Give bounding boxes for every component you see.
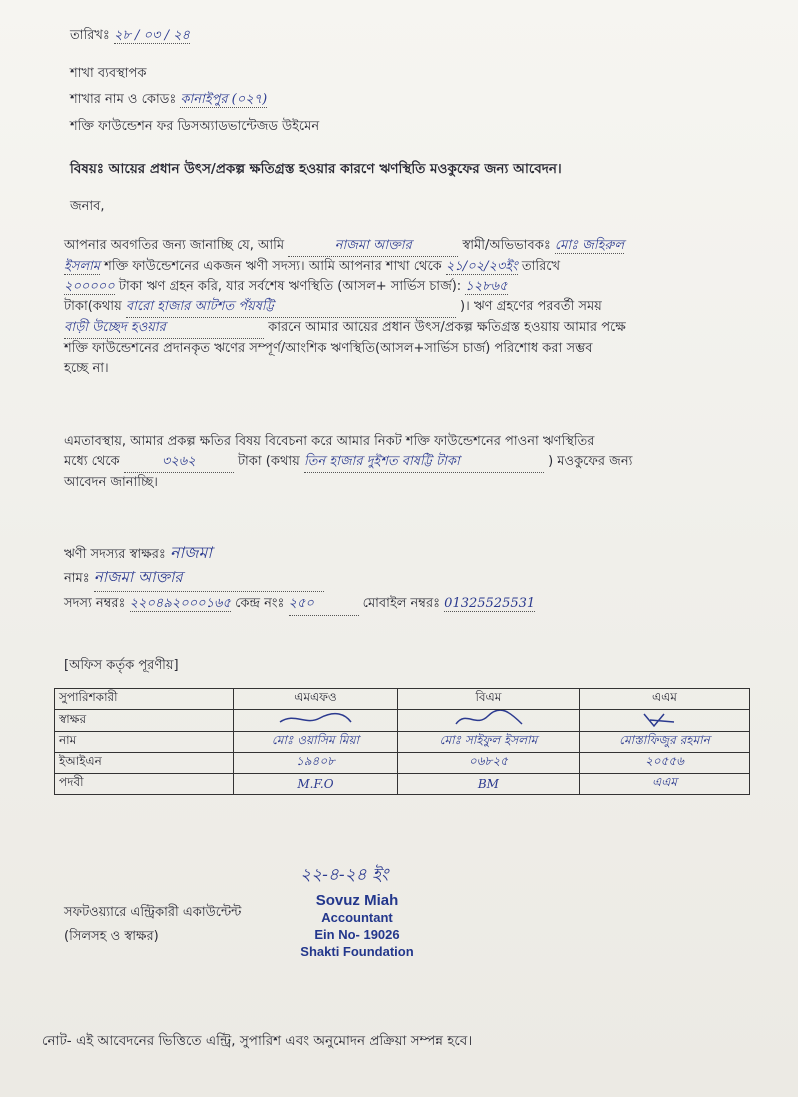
body-text: শক্তি ফাউন্ডেশনের প্রদানকৃত ঋণের সম্পূর্ণ/আংশিক ঋণস্থিতি(আসল+সার্ভিস চার্জ) পরিশোধ করা সম্ভব [64,341,593,356]
body-text: মধ্যে থেকে [64,454,120,469]
member-sig-label: ঋণী সদস্যর স্বাক্ষরঃ [64,547,166,562]
table-header-row [55,689,750,710]
accountant-label: সফটওয়্যারে এন্ট্রিকারী একাউন্টেন্ট [64,905,242,920]
body-paragraph-2 [64,432,764,493]
signature-cell [234,710,398,732]
signature-mark [448,710,528,728]
body-text: এমতাবস্থায়, আমার প্রকল্প ক্ষতির বিষয় বিবেচনা করে আমার নিকট শক্তি ফাউন্ডেশনের পাওনা ঋণস্থিতির [64,434,595,449]
accountant-sublabel: (সিলসহ ও স্বাক্ষর) [64,929,159,944]
table-cell: বিএম [397,689,579,710]
table-row [55,710,750,732]
table-cell: BM [397,774,579,795]
table-cell: ১৯৪০৮ [234,753,398,774]
date-line [70,26,190,47]
office-table [54,688,750,795]
table-cell: সুপারিশকারী [55,689,234,710]
signature-mark [275,710,355,728]
mobile-number: 01325525531 [444,596,536,611]
table-cell: স্বাক্ষর [55,710,234,732]
member-number-line [64,594,535,616]
branch-value: কানাইপুর (০২৭) [180,92,268,107]
date-label: তারিখঃ [70,28,110,43]
stamp-ein: Ein No- 19026 [314,927,400,942]
table-cell: মোস্তাফিজুর রহমান [579,732,749,753]
date-value: ২৮ / ০৩ / ২৪ [114,28,190,43]
accountant-sign-date: ২২-৪-২৪ ইং [300,865,389,885]
table-cell: ইআইএন [55,753,234,774]
body-text: হচ্ছে না। [64,361,109,376]
loan-date: ২১/০২/২৩ইং [445,259,518,274]
body-text: টাকা ঋণ গ্রহন করি, যার সর্বশেষ ঋণস্থিতি (আসল+ সার্ভিস চার্জ): [118,279,462,294]
body-text: আপনার অবগতির জন্য জানাচ্ছি যে, আমি [64,238,285,253]
reason: বাড়ী উচ্ছেদ হওয়ার [64,318,264,339]
member-name: নাজমা আক্তার [94,566,324,592]
table-row [55,774,750,795]
salutation: জনাব, [70,199,105,214]
body-text: শক্তি ফাউন্ডেশনের একজন ঋণী সদস্য। আমি আপনার শাখা থেকে [104,259,442,274]
table-cell: ০৬৮২৫ [397,753,579,774]
table-cell: M.F.O [234,774,398,795]
waiver-in-words: তিন হাজার দুইশত বাষট্টি টাকা [304,452,544,473]
mobile-label: মোবাইল নম্বরঃ [362,596,441,611]
center-label: কেন্দ্র নংঃ [235,596,285,611]
body-text: আবেদন জানাচ্ছি। [64,475,158,490]
table-row [55,732,750,753]
member-name-label: নামঃ [64,571,90,586]
body-text: কারনে আমার আয়ের প্রধান উৎস/প্রকল্প ক্ষতিগ্রস্ত হওয়ায় আমার পক্ষে [268,320,626,335]
stamp-name: Sovuz Miah [315,892,399,909]
stamp-title: Accountant [321,910,393,925]
body-text: স্বামী/অভিভাবকঃ [462,238,551,253]
accountant-stamp [282,892,432,960]
outstanding-amount: ১২৮৬৫ [465,279,508,294]
waiver-amount: ৩২৬২ [124,452,234,473]
guardian-name-cont: ইসলাম [64,259,101,274]
table-cell: এমএফও [234,689,398,710]
body-text: তারিখে [521,259,561,274]
table-cell: ২০৫৫৬ [579,753,749,774]
table-cell: মোঃ ওয়াসিম মিয়া [234,732,398,753]
body-paragraph-1 [64,236,764,379]
signature-cell [397,710,579,732]
table-cell: এএম [579,774,749,795]
center-number: ২৫০ [289,594,359,616]
table-cell: পদবী [55,774,234,795]
office-section-title: [অফিস কর্তৃক পূরণীয়] [64,658,179,673]
body-text: ) মওকুফের জন্য [548,454,633,469]
table-cell: এএম [579,689,749,710]
guardian-name: মোঃ জহিরুল [554,238,625,253]
signature-mark [624,710,704,728]
member-no-label: সদস্য নম্বরঃ [64,596,126,611]
stamp-org: Shakti Foundation [300,944,414,959]
applicant-name: নাজমা আক্তার [288,236,458,257]
body-text: )। ঋণ গ্রহণের পরবর্তী সময় [460,299,602,314]
outstanding-in-words: বারো হাজার আটশত পঁয়ষট্টি [126,297,456,318]
foundation-line: শক্তি ফাউন্ডেশন ফর ডিসঅ্যাডভান্টেজড উইমেন [70,119,320,134]
branch-label: শাখার নাম ও কোডঃ [70,92,177,107]
table-cell: মোঃ সাইফুল ইসলাম [397,732,579,753]
footer-note: নোট- এই আবেদনের ভিত্তিতে এন্ট্রি, সুপারিশ এবং অনুমোদন প্রক্রিয়া সম্পন্ন হবে। [42,1033,473,1049]
loan-amount: ২০০০০০ [64,279,115,294]
table-cell: নাম [55,732,234,753]
branch-line [70,90,267,111]
signature-cell [579,710,749,732]
table-row [55,753,750,774]
body-text: টাকা(কথায় [64,299,122,314]
subject: বিষয়ঃ আয়ের প্রধান উৎস/প্রকল্প ক্ষতিগ্রস্ত হওয়ার কারণে ঋণস্থিতি মওকুফের জন্য আবেদন। [70,161,562,177]
member-signature: নাজমা [169,543,212,562]
member-name-line [64,566,324,592]
body-text: টাকা (কথায় [237,454,300,469]
member-signature-line [64,540,212,567]
member-number: ২২০৪৯২০০০১৬৫ [129,596,231,611]
manager-line: শাখা ব্যবস্থাপক [70,66,147,81]
